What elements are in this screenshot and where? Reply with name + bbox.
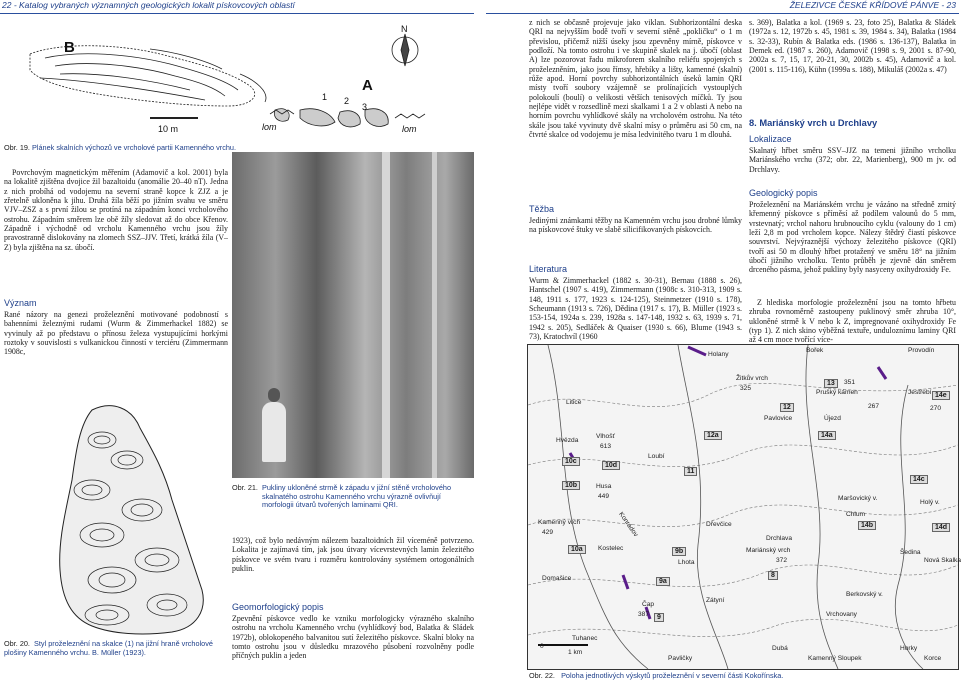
col4-paragraph-1: s. 369), Balatka a kol. (1969 s. 23, foto 25), Balatka & Sládek (1972a s. 12, 1972b s. 45, 1981 s. 39, 1984 s. 34), Balatka (1984 s. 32-33), Rubín & Balatka eds. (1986 s. 136-137), Balatka in Demek ed. (1987 s. 260), Adamovič (1998 s. 9, 2001 s. 87-90, 2002a s. 7, 15, 17, 20-21, 30, 2002b s. 45), Adamovič a kol. (2001 s. 115-116), Kühn (1999a s. 188), Mikuláš (2002a s. 47) — [749, 18, 956, 74]
site-marker: 10b — [562, 481, 580, 490]
figure-19-caption: Obr. 19. Plánek skalních výchozů ve vrcholové partii Kamenného vrchu. — [4, 143, 237, 152]
col4-paragraph-4: Z hlediska morfologie proželeznění jsou na tomto hřbetu zhruba rovnoměrně zastoupeny puklinový směr zhruba 10°, ukloněné strmě k V nebo k Z, impregnované oxihydroxidy Fe (typ 1). Z nich skino výběžná textuře, unduloznímu laminy QRI až 4 cm moce tvořící více- — [749, 298, 956, 345]
place-label: Loubí — [648, 453, 665, 460]
col2-text-2 — [232, 614, 474, 661]
place-label: Zátyní — [706, 597, 725, 604]
place-label: Čap — [642, 601, 655, 608]
place-label: Husa — [596, 483, 612, 490]
figure-21-caption: Obr. 21. Pukliny ukloněné strmě k západu v jižní stěně vrcholového skalnatého ostrohu Kamenného vrchu výrazně ovlivňují morfologii útvarů tvořených laminami QRI. — [232, 483, 452, 510]
place-label: Nová Skalka — [924, 557, 961, 564]
rock-label-2: 2 — [344, 96, 350, 106]
fig19-label-b: B — [64, 39, 75, 56]
place-label: Vlhošť — [596, 433, 615, 440]
col3-text-2 — [529, 216, 742, 235]
col4-text — [749, 18, 956, 74]
lom-label-2: lom — [402, 124, 417, 134]
col4-paragraph-3: Proželeznění na Mariánském vrchu je vázáno na středně zrnitý křemenný pískovce s příměsí až podílem valounů do 5 mm, vrstevnatý; vrchol nahoru hrubnoucího cyklu (valouny do 1 cm) leží 2,8 m pod vrcholem kopce. Nálezy štědrý čiastí pískovce souvrství. Nejvýraznější výchozy železitého pískovce (QRI) tvoří asi 50 m dlouhý hřbet protažený ve směru 18° na jižním úbočí jižního vrcholku. Tento průběh je zjevně dán směrem drceného pásma, jehož pukliny byly nasyceny oxihydroxidy Fe. — [749, 200, 956, 275]
place-label: 325 — [740, 385, 752, 392]
lom-label-1: lom — [262, 122, 277, 132]
place-label: Konrádov — [617, 510, 640, 539]
heading-locality-8: 8. Mariánský vrch u Drchlavy — [749, 118, 878, 128]
place-label: 372 — [776, 557, 788, 564]
col2-paragraph-2: Zpevnění pískovce vedlo ke vzniku morfologicky výrazného skalního ostrohu na vrcholu Kamenného vrchu (vyhlídkový bod, Balatka & Sládek 1972b), oblokopeného balvanitou sutí železitého pískovce. Skalní bloky na tomto ostrohu jsou v důsledku mrazového působení rozvolněny podle příčných puklin a jeden — [232, 614, 474, 661]
tree-trunk — [382, 152, 390, 478]
site-marker: 14c — [910, 475, 928, 484]
person-head — [268, 388, 280, 402]
place-label: Jestřebí — [908, 389, 932, 396]
north-arrow-icon — [392, 34, 418, 66]
site-marker: 8 — [768, 571, 778, 580]
place-label: Lhota — [678, 559, 695, 566]
north-label: N — [401, 24, 408, 34]
col1-paragraph-1: Povrchovým magnetickým měřením (Adamovič a kol. 2001) byla na lokalitě zjištěna dvojice žil bazaltoidu (anomálie 20–40 nT). Jedna z nich probíhá od vodojemu na severní straně kopce k ZJZ a je zřetelně ukloněna k jihu. Druhá žíla běží po jižním svahu ve směru VJV–ZSZ a s první žilou se protíná na západním konci vrcholového ostrohu. Západním směrem lze obě žíly sledovat až do obce Křenov. Západně i východně od vrcholu Kamenného vrchu jsou žíly pravostranně dislokovány na zlomech SSZ–JJV. Třetí, krátká žíla (V–Z) byla zjištěna na sz. úbočí. — [4, 168, 228, 252]
scale-zero: 0 — [540, 643, 544, 650]
col4-text-2 — [749, 146, 956, 174]
place-label: Tuhanec — [572, 635, 598, 642]
col3-text — [529, 18, 742, 139]
site-marker: 10c — [562, 457, 580, 466]
place-label: Kamenný vrch — [538, 519, 581, 526]
place-label: 449 — [598, 493, 610, 500]
col1-text-2 — [4, 310, 228, 357]
scale-km: 1 km — [568, 649, 583, 656]
header-rule-right — [486, 13, 959, 14]
place-label: Domašice — [542, 575, 572, 582]
site-marker: 12 — [780, 403, 794, 412]
site-marker: 11 — [684, 467, 697, 476]
col2-paragraph-1: 1923), což bylo nedávným nálezem bazaltoidních žil víceméně potvrzeno. Lokalita je zajímavá tím, jak jsou útvary vícevrstevných lamin železitého pískovce ve svém tvaru i rozměru kontrolovány systémem ortogonálních puklin. — [232, 536, 474, 574]
place-label: Bořek — [806, 347, 824, 354]
place-label: Dřevčice — [706, 521, 732, 528]
heading-geomorf: Geomorfologický popis — [232, 602, 324, 612]
col4-text-4 — [749, 298, 956, 345]
place-label: Hvězda — [556, 437, 579, 444]
place-label: Berkovský v. — [846, 591, 883, 598]
scale-label: 10 m — [158, 124, 179, 134]
figure-20-caption: Obr. 20. Styl proželeznění na skalce (1) na jižní hraně vrcholové plošiny Kamenného vrchu. B. Müller (1923). — [4, 639, 213, 657]
place-label: Litice — [566, 399, 582, 406]
person-figure — [262, 402, 286, 462]
place-label: Holany — [708, 351, 729, 358]
rock-label-3: 3 — [362, 102, 368, 112]
place-label: 351 — [844, 379, 856, 386]
figure-19-plan — [0, 14, 470, 152]
place-label: Mariánský vrch — [746, 547, 791, 554]
place-label: Maršovický v. — [838, 495, 878, 502]
place-label: Korce — [924, 655, 942, 662]
site-marker: 9a — [656, 577, 670, 586]
place-label: Kostelec — [598, 545, 624, 552]
map-contours — [528, 345, 958, 669]
place-label: 429 — [542, 529, 554, 536]
site-marker: 10a — [568, 545, 586, 554]
col3-paragraph-3: Wurm & Zimmerhackel (1882 s. 30-31), Bernau (1888 s. 26), Hantschel (1907 s. 419), Zimmermann (1908c s. 310-313, 1909 s. 148, 1911 s. 177, 1923 s. 124-125), Steinmetzer (1910 s. 178), Scheumann (1913 s. 726), Dědina (1917 s. 17), B. Müller (1923 s. 153-154, 1924a s. 239, 1928a s. 147-148, 1932 s. 63, 1939 s. 71, 1942 s. 205), Sedláček & Quaiser (1930 s. 66), Blume (1943 s. 73), Kratochvíl (1960 — [529, 276, 742, 342]
heading-literatura: Literatura — [529, 264, 568, 274]
col3-paragraph-2: Jedinými známkami těžby na Kamenném vrchu jsou drobné lůmky na pískovcové štuky ve slabě silicifikovaných pískovcích. — [529, 216, 742, 235]
place-label: Žitkův vrch — [736, 375, 768, 382]
place-label: Pavličky — [668, 655, 693, 662]
site-marker: 14b — [858, 521, 876, 530]
heading-lokalizace: Lokalizace — [749, 134, 792, 144]
place-label: 613 — [600, 443, 612, 450]
place-label: Kamenný Sloupek — [808, 655, 862, 662]
site-marker: 9 — [654, 613, 664, 622]
col4-paragraph-2: Skalnatý hřbet směru SSV–JJZ na temeni jižního vrcholku Mariánského vrchu (372; obr. 22, Marienberg), 900 m jv. od Drchlavy. — [749, 146, 956, 174]
site-marker: 9b — [672, 547, 686, 556]
place-label: Provodín — [908, 347, 935, 354]
site-marker: 13 — [824, 379, 838, 388]
place-label: Újezd — [824, 415, 841, 422]
place-label: Horky — [900, 645, 918, 652]
figure-22-caption: Obr. 22. Poloha jednotlivých výskytů proželeznění v severní části Kokořínska. — [529, 671, 784, 680]
fig19-label-a: A — [362, 77, 373, 94]
heading-vyznam: Význam — [4, 298, 37, 308]
figure-21-photo — [232, 152, 474, 478]
col2-text — [232, 536, 474, 573]
place-label: Prušký kámen — [816, 389, 858, 396]
site-marker: 14d — [932, 523, 950, 532]
col3-paragraph-1: z nich se občasně projevuje jako viklan. Subhorizontální deska QRI na nejvyšším bodě tvoří v severní stěně „pokličku“ o 1 m převislou, přičemž nižší úseky jsou zpevněny mírně, pískovce v podloží. Na tomto ostrohu i ve skupině skalek na j. úbočí (oblast A) lze pozorovat řadu mikroforem skalního reliéfu spojených s proželezněním, jako jsou římsy, hřebíky a lišty, kamenné (skalní) růže apod. Horní povrchy subhorizontálních úseků lamin QRI místy tvoří soubory vzájemně se prolínajících vystouplých polokoulí (boulí) o velikosti větších tenisových míčků. Ty jsou nejlépe vidět v rozsedlině mezi skalkami 1 a 2 v oblasti A nebo na horním povrchu vyhlídkové skály na vrcholovém ostrohu. Na této skále jsou také vyvinuty dvě skalní mísy o průměru asi 50 cm, na čtvrté skalce od vodojemu je mísa ledvinitého tvaru 1 m dlouhá. — [529, 18, 742, 140]
col1-text — [4, 168, 228, 252]
rock-label-1: 1 — [322, 92, 328, 102]
site-marker: 10d — [602, 461, 620, 470]
site-marker: 14e — [932, 391, 950, 400]
tree-trunk-2 — [432, 152, 437, 478]
place-label: Pavlovice — [764, 415, 793, 422]
place-label: Holý v. — [920, 499, 940, 506]
col3-text-3 — [529, 276, 742, 341]
site-marker: 12a — [704, 431, 722, 440]
place-label: 387 — [638, 611, 650, 618]
col4-text-3 — [749, 200, 956, 298]
place-label: Vrchovany — [826, 611, 857, 618]
place-label: 267 — [868, 403, 880, 410]
site-marker: 14a — [818, 431, 836, 440]
place-label: Drchlava — [766, 535, 793, 542]
place-label: Šedina — [900, 549, 921, 556]
col1-paragraph-2: Rané názory na genezi proželeznění motivované podobností s bahenními železnými rudami (Wurm & Zimmerhackel 1882) se vyvinuly až po představu o přínosu železa vystupujícími horkými roztoky v souvislosti s vulkanickou činností v terciéru (Zimmermann 1908c, — [4, 310, 228, 357]
place-label: Dubá — [772, 645, 788, 652]
place-label: 270 — [930, 405, 942, 412]
running-header-left: 22 - Katalog vybraných významných geologických lokalit pískovcových oblastí — [2, 0, 295, 10]
heading-geologicky: Geologický popis — [749, 188, 818, 198]
running-header-right: ŽELEZIVCE ČESKÉ KŘÍDOVÉ PÁNVE - 23 — [789, 0, 956, 10]
figure-22-map — [527, 344, 959, 670]
heading-tezba: Těžba — [529, 204, 555, 214]
figure-20-drawing — [32, 400, 228, 636]
place-label: Chlum — [846, 511, 866, 518]
